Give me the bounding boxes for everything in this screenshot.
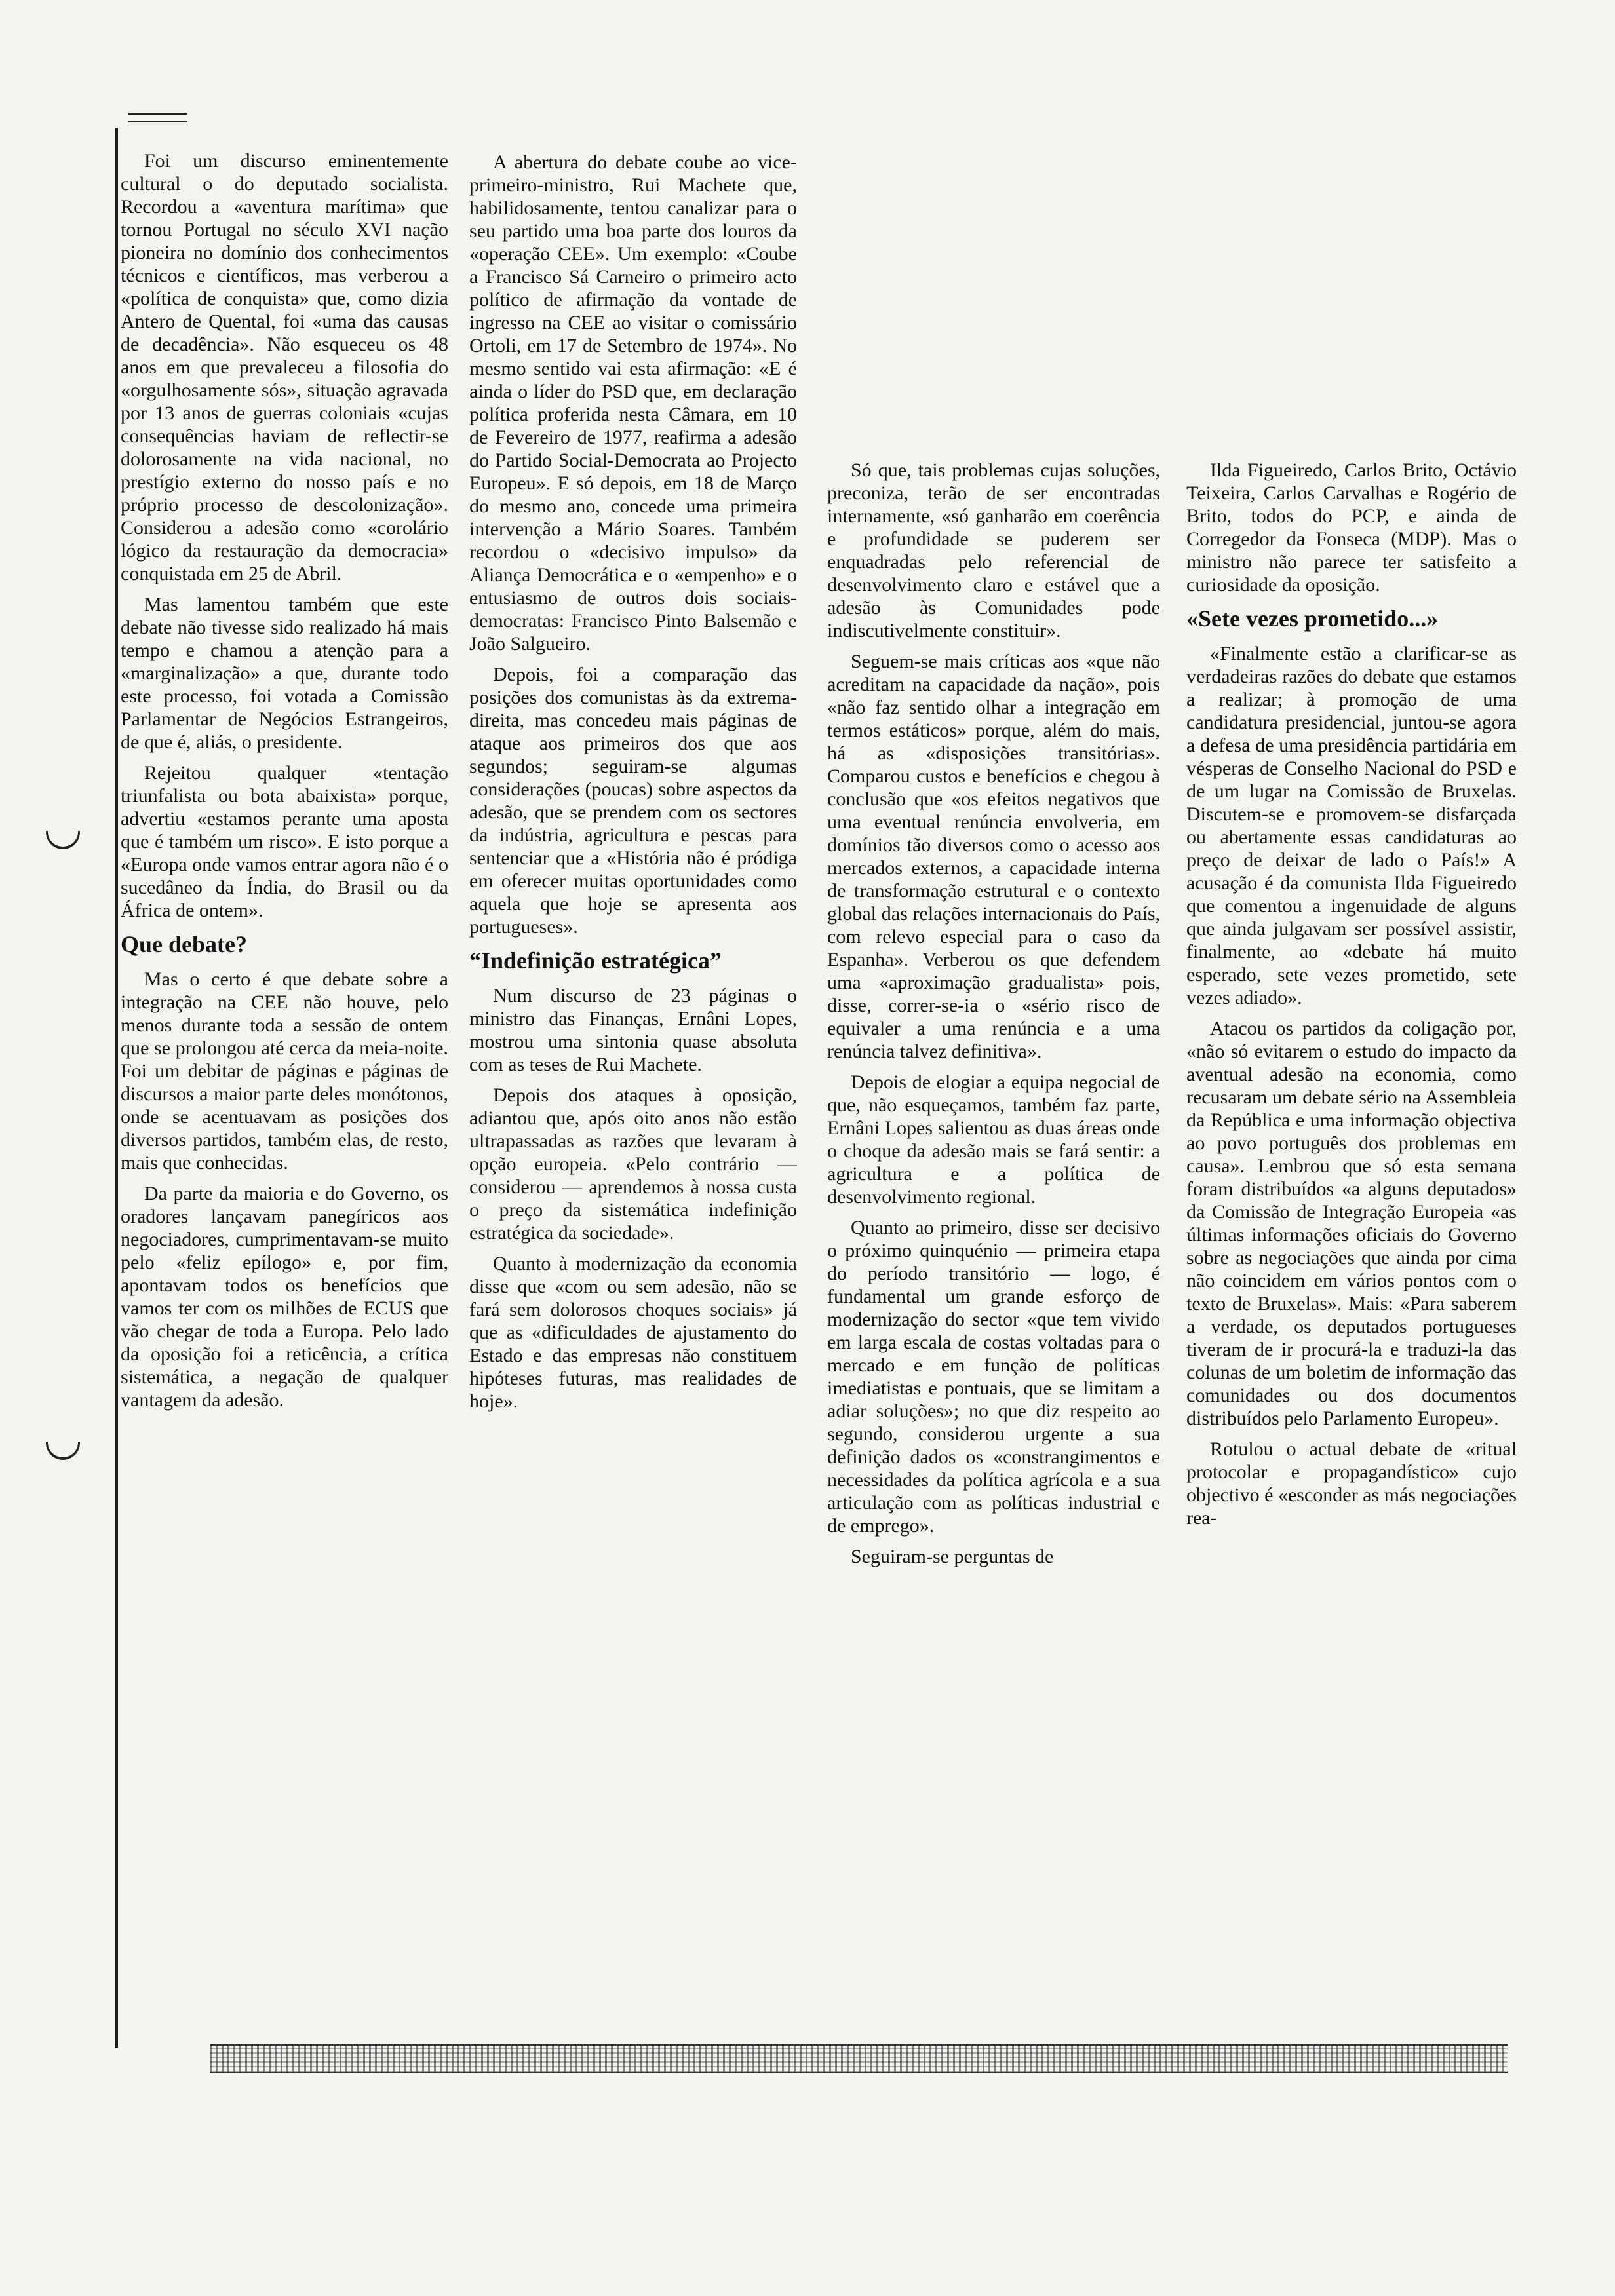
left-column-rule [115, 128, 118, 2048]
paragraph: Depois dos ataques à oposição, adiantou que, após oito anos não estão ultrapassadas as razões que levaram à opção europeia. «Pelo contrário — considerou — aprendemos à nossa custa o preço da sistemática indefinição estratégica da sociedade». [469, 1084, 797, 1244]
paragraph: Atacou os partidos da coligação por, «não só evitarem o estudo do impacto da aventual adesão na economia, como recusaram um debate sério na Assembleia da República e uma informação objectiva ao povo português dos problemas em causa». Lembrou que só esta semana foram distribuídos «a alguns deputados» da Comissão de Integração Europeia «as últimas informações oficiais do Governo sobre as negociações que ainda por cima não coincidem em vários pontos com o texto de Bruxelas». Mais: «Para saberem a verdade, os deputados portugueses tiveram de ir procurá-la e traduzi-la das colunas de um boletim de informação das comunidades ou dos documentos distribuídos pelo Parlamento Europeu». [1186, 1018, 1517, 1429]
punch-hole-mark [46, 831, 80, 849]
scan-noise-strip [210, 2044, 1508, 2073]
article-column-2 [469, 151, 797, 2038]
paragraph: Seguiram-se perguntas de [851, 1546, 1054, 1567]
paragraph: Depois de elogiar a equipa negocial de que, não esqueçamos, também faz parte, Ernâni Lopes salientou as duas áreas onde o choque da adesão mais se fará sentir: a agricultura e a política de desenvolvimento regional. [827, 1071, 1160, 1208]
paragraph: Só que, tais problemas cujas soluções, preconiza, terão de ser encontradas internamente, «só ganharão em coerência e profundidade se puderem ser enquadradas pelo referencial de desenvolvimento claro e estável que a adesão às Comunidades pode indiscutivelmente constituir». [827, 459, 1160, 641]
article-column-1 [121, 149, 448, 2037]
paragraph: Ilda Figueiredo, Carlos Brito, Octávio Teixeira, Carlos Carvalhas e Rogério de Brito, todos do PCP, e ainda de Corregedor da Fonseca (MDP). Mas o ministro não parece ter satisfeito a curiosidade da oposição. [1186, 459, 1517, 596]
section-heading: “Indefinição estratégica” [469, 947, 722, 974]
paragraph: «Finalmente estão a clarificar-se as verdadeiras razões do debate que estamos a realizar; à promoção de uma candidatura presidencial, juntou-se agora a defesa de uma presidência partidária em vésperas de Conselho Nacional do PSD e de um lugar na Comissão de Bruxelas. Discutem-se e promovem-se disfarçada ou abertamente essas candidaturas ao preço de deixar de lado o País!» A acusação é da comunista Ilda Figueiredo que comentou a ingenuidade de alguns que ainda julgavam ser possível assistir, finalmente, ao «debate há muito esperado, sete vezes prometido, sete vezes adiado». [1186, 643, 1517, 1008]
paragraph: Depois, foi a comparação das posições dos comunistas às da extrema-direita, mas concedeu mais páginas de ataque aos primeiros dos que aos segundos; seguiram-se algumas considerações (poucas) sobre aspectos da adesão, que se prendem com os sectores da indústria, agricultura e pescas para sentenciar que a «História não é pródiga em oferecer muitas oportunidades como aquela que hoje se apresenta aos portugueses». [469, 664, 797, 938]
article-column-4 [1186, 459, 1517, 2031]
paragraph: A abertura do debate coube ao vice-primeiro-ministro, Rui Machete que, habilidosamente, tentou canalizar para o seu partido uma boa parte dos louros da «operação CEE». Um exemplo: «Coube a Francisco Sá Carneiro o primeiro acto político de afirmação da vontade de ingresso na CEE ao visitar o comissário Ortoli, em 17 de Setembro de 1974». No mesmo sentido vai esta afirmação: «E é ainda o líder do PSD que, em declaração política proferida nesta Câmara, em 10 de Fevereiro de 1977, reafirma a adesão do Partido Social-Democrata ao Projecto Europeu». E só depois, em 18 de Março do mesmo ano, concede uma primeira intervenção a Mário Soares. Também recordou o «decisivo impulso» da Aliança Democrática e o «empenho» e o entusiasmo de outros dois sociais-democratas: Francisco Pinto Balsemão e João Salgueiro. [469, 151, 797, 655]
punch-hole-mark [46, 1442, 80, 1460]
paragraph: Da parte da maioria e do Governo, os oradores lançavam panegíricos aos negociadores, cumprimentavam-se muito pelo «feliz epílogo» e, por fim, apontavam todos os benefícios que vamos ter com os milhões de ECUS que vão chegar de toda a Europa. Pelo lado da oposição foi a reticência, a crítica sistemática, a negação de qualquer vantagem da adesão. [121, 1183, 448, 1411]
paragraph: Rejeitou qualquer «tentação triunfalista ou bota abaixista» porque, advertiu «estamos perante uma aposta que é também um risco». E isto porque a «Europa onde vamos entrar agora não é o sucedâneo da Índia, do Brasil ou da África de ontem». [121, 762, 448, 921]
article-column-3 [827, 459, 1160, 2031]
paragraph: Mas o certo é que debate sobre a integração na CEE não houve, pelo menos durante toda a sessão de ontem que se prolongou até cerca da meia-noite. Foi um debitar de páginas e páginas de discursos a maior parte deles monótonos, onde se acentuavam as posições dos diversos partidos, também elas, de resto, mais que conhecidas. [121, 968, 448, 1174]
paragraph: Num discurso de 23 páginas o ministro das Finanças, Ernâni Lopes, mostrou uma sintonia quase absoluta com as teses de Rui Machete. [469, 985, 797, 1075]
paragraph: Rotulou o actual debate de «ritual protocolar e propagandístico» cujo objectivo é «esconder as más negociações rea- [1186, 1438, 1517, 1529]
top-edge-mark [128, 113, 187, 122]
paragraph: Mas lamentou também que este debate não tivesse sido realizado há mais tempo e chamou a atenção para a «marginalização» a que, durante todo este processo, foi votada a Comissão Parlamentar de Negócios Estrangeiros, de que é, aliás, o presidente. [121, 594, 448, 753]
paragraph: Quanto ao primeiro, disse ser decisivo o próximo quinquénio — primeira etapa do período transitório — logo, é fundamental um grande esforço de modernização do sector «que tem vivido em larga escala de costas voltadas para o mercado e em função de políticas imediatistas e pontuais, que se limitam a adiar soluções»; no que diz respeito ao segundo, considerou urgente a sua definição dados os «constrangimentos e necessidades da política agrícola e a sua articulação com as políticas industrial e de emprego». [827, 1217, 1160, 1537]
paragraph: Foi um discurso eminentemente cultural o do deputado socialista. Recordou a «aventura marítima» que tornou Portugal no século XVI nação pioneira no domínio dos conhecimentos técnicos e científicos, mas verberou a «política de conquista» que, como dizia Antero de Quental, foi «uma das causas de decadência». Não esqueceu os 48 anos em que prevaleceu a filosofia do «orgulhosamente sós», situação agravada por 13 anos de guerras coloniais «cujas consequências haviam de reflectir-se dolorosamente na vida nacional, no prestígio externo do nosso país e no próprio processo de descolonização». Considerou a adesão como «corolário lógico da restauração da democracia» conquistada em 25 de Abril. [121, 150, 448, 584]
section-heading: «Sete vezes prometido...» [1186, 605, 1439, 632]
section-heading: Que debate? [121, 931, 247, 957]
paragraph: Quanto à modernização da economia disse que «com ou sem adesão, não se fará sem dolorosos choques sociais» já que as «dificuldades de ajustamento do Estado e das empresas não constituem hipóteses futuras, mas realidades de hoje». [469, 1253, 797, 1412]
paragraph: Seguem-se mais críticas aos «que não acreditam na capacidade da nação», pois «não faz sentido olhar a integração em termos estáticos» porque, além do mais, há as «disposições transitórias». Comparou custos e benefícios e chegou à conclusão que «os efeitos negativos que uma eventual renúncia envolveria, em domínios tão diversos como o acesso aos mercados externos, a capacidade interna de transformação estrutural e o contexto global das relações internacionais do País, com relevo especial para o caso da Espanha». Verberou os que defendem uma «aproximação gradualista» pois, disse, correr-se-ia o «sério risco de equivaler a uma renúncia e a uma renúncia talvez definitiva». [827, 651, 1160, 1062]
